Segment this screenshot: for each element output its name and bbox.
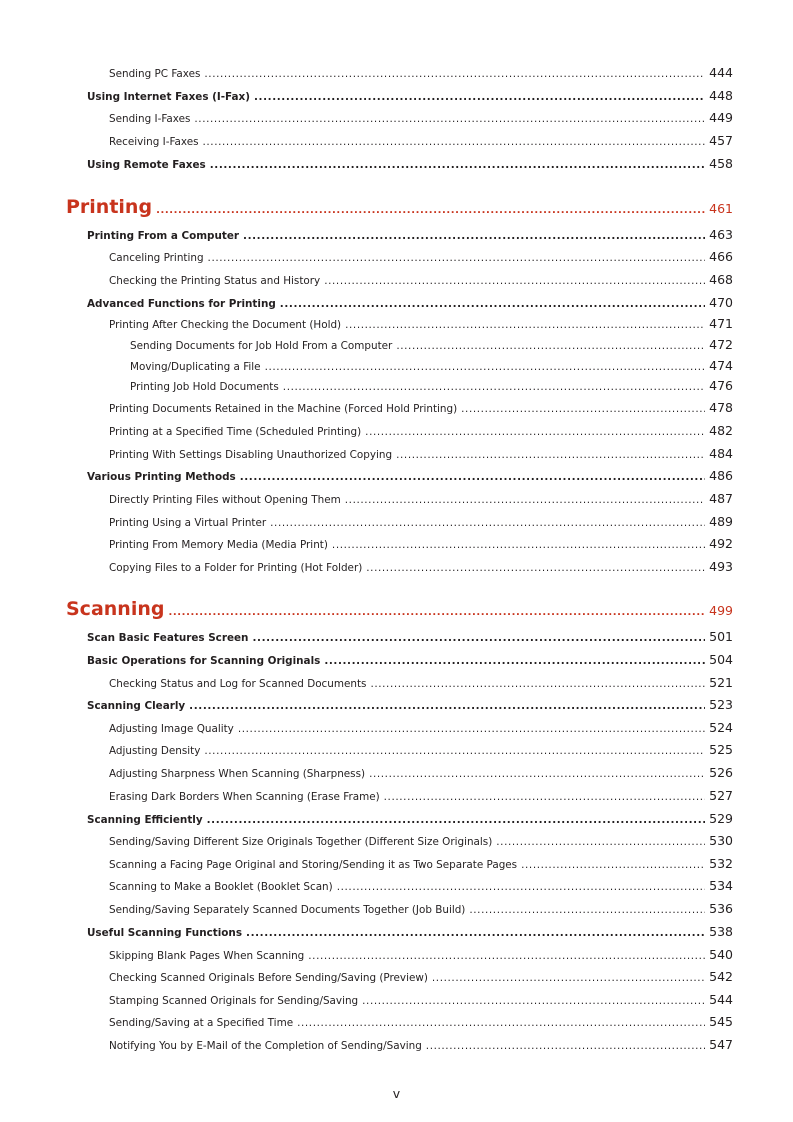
toc-entry[interactable] bbox=[87, 156, 733, 171]
toc-entry-page-number: 486 bbox=[709, 468, 733, 483]
toc-entry[interactable] bbox=[109, 249, 733, 264]
dot-leader bbox=[369, 768, 705, 780]
toc-entry-title: Advanced Functions for Printing bbox=[87, 298, 276, 310]
toc-entry[interactable] bbox=[87, 697, 733, 712]
toc-entry-title: Sending/Saving at a Specified Time bbox=[109, 1017, 294, 1029]
toc-entry-page-number: 466 bbox=[709, 249, 733, 264]
dot-leader bbox=[243, 230, 705, 242]
dot-leader bbox=[365, 426, 705, 438]
dot-leader bbox=[254, 91, 705, 103]
toc-entry-page-number: 493 bbox=[709, 559, 733, 574]
toc-entry[interactable] bbox=[109, 536, 733, 551]
toc-entry-page-number: 470 bbox=[709, 295, 733, 310]
toc-entry-page-number: 484 bbox=[709, 446, 733, 461]
toc-entry[interactable] bbox=[109, 788, 733, 803]
toc-entry-page-number: 504 bbox=[709, 652, 733, 667]
toc-entry-page-number: 478 bbox=[709, 400, 733, 415]
toc-entry-page-number: 471 bbox=[709, 316, 733, 331]
toc-entry[interactable] bbox=[109, 559, 733, 574]
toc-entry-title: Checking the Printing Status and History bbox=[109, 275, 321, 287]
toc-entry[interactable] bbox=[87, 227, 733, 242]
toc-entry-title: Printing Using a Virtual Printer bbox=[109, 517, 267, 529]
toc-entry[interactable] bbox=[130, 378, 733, 393]
toc-entry[interactable] bbox=[109, 720, 733, 735]
toc-entry-page-number: 499 bbox=[709, 603, 733, 618]
dot-leader bbox=[461, 403, 705, 415]
dot-leader bbox=[362, 995, 705, 1007]
toc-entry-title: Checking Status and Log for Scanned Documents bbox=[109, 678, 367, 690]
toc-entry-title: Skipping Blank Pages When Scanning bbox=[109, 950, 305, 962]
toc-entry-title: Receiving I-Faxes bbox=[109, 136, 199, 148]
dot-leader bbox=[496, 836, 705, 848]
toc-entry-title: Adjusting Image Quality bbox=[109, 723, 234, 735]
toc-entry-page-number: 525 bbox=[709, 742, 733, 757]
toc-entry-title: Printing Job Hold Documents bbox=[130, 381, 279, 393]
toc-entry[interactable] bbox=[87, 468, 733, 483]
toc-entry-page-number: 530 bbox=[709, 833, 733, 848]
toc-entry-page-number: 482 bbox=[709, 423, 733, 438]
toc-entry[interactable] bbox=[109, 65, 733, 80]
toc-entry[interactable] bbox=[87, 652, 733, 667]
toc-entry-title: Printing at a Specified Time (Scheduled Printing) bbox=[109, 426, 362, 438]
toc-entry-title: Canceling Printing bbox=[109, 252, 204, 264]
dot-leader bbox=[370, 678, 705, 690]
toc-entry[interactable] bbox=[109, 272, 733, 287]
toc-entry-title: Sending Documents for Job Hold From a Computer bbox=[130, 340, 393, 352]
toc-entry[interactable] bbox=[109, 316, 733, 331]
toc-entry-title: Directly Printing Files without Opening Them bbox=[109, 494, 341, 506]
toc-entry[interactable] bbox=[87, 924, 733, 939]
toc-entry-title: Various Printing Methods bbox=[87, 471, 236, 483]
toc-entry-title: Using Remote Faxes bbox=[87, 159, 206, 171]
toc-entry-page-number: 542 bbox=[709, 969, 733, 984]
toc-entry[interactable] bbox=[87, 811, 733, 826]
toc-entry-page-number: 472 bbox=[709, 337, 733, 352]
dot-leader bbox=[238, 723, 705, 735]
toc-entry-title: Printing After Checking the Document (Hold) bbox=[109, 319, 342, 331]
dot-leader bbox=[324, 655, 705, 667]
toc-entry[interactable] bbox=[109, 423, 733, 438]
toc-entry-page-number: 538 bbox=[709, 924, 733, 939]
toc-entry[interactable] bbox=[109, 491, 733, 506]
dot-leader bbox=[396, 340, 705, 352]
toc-entry[interactable] bbox=[87, 295, 733, 310]
toc-entry-title: Sending/Saving Separately Scanned Documents Together (Job Build) bbox=[109, 904, 466, 916]
toc-entry-title: Printing bbox=[66, 196, 153, 218]
toc-entry[interactable] bbox=[109, 110, 733, 125]
toc-entry[interactable] bbox=[109, 969, 733, 984]
dot-leader bbox=[337, 881, 705, 893]
toc-entry-title: Using Internet Faxes (I-Fax) bbox=[87, 91, 250, 103]
toc-entry-page-number: 545 bbox=[709, 1014, 733, 1029]
toc-entry[interactable] bbox=[109, 765, 733, 780]
toc-entry-title: Stamping Scanned Originals for Sending/Saving bbox=[109, 995, 359, 1007]
toc-entry-title: Printing From a Computer bbox=[87, 230, 240, 242]
dot-leader bbox=[204, 68, 705, 80]
toc-entry-title: Adjusting Sharpness When Scanning (Sharpness) bbox=[109, 768, 366, 780]
toc-entry[interactable] bbox=[87, 88, 733, 103]
dot-leader bbox=[156, 205, 705, 216]
toc-entry-title: Moving/Duplicating a File bbox=[130, 361, 261, 373]
toc-entry-title: Scanning to Make a Booklet (Booklet Scan) bbox=[109, 881, 333, 893]
toc-chapter-entry[interactable] bbox=[66, 598, 733, 620]
toc-entry[interactable] bbox=[109, 878, 733, 893]
toc-entry-page-number: 476 bbox=[709, 378, 733, 393]
dot-leader bbox=[280, 298, 705, 310]
toc-entry-title: Printing From Memory Media (Media Print) bbox=[109, 539, 328, 551]
toc-entry[interactable] bbox=[109, 446, 733, 461]
dot-leader bbox=[240, 471, 705, 483]
toc-entry-page-number: 463 bbox=[709, 227, 733, 242]
toc-entry-page-number: 474 bbox=[709, 358, 733, 373]
toc-entry[interactable] bbox=[109, 947, 733, 962]
dot-leader bbox=[469, 904, 705, 916]
toc-entry-title: Printing Documents Retained in the Machine (Forced Hold Printing) bbox=[109, 403, 458, 415]
toc-entry-page-number: 536 bbox=[709, 901, 733, 916]
toc-entry-title: Erasing Dark Borders When Scanning (Erase Frame) bbox=[109, 791, 380, 803]
dot-leader bbox=[521, 859, 705, 871]
toc-entry-title: Copying Files to a Folder for Printing (Hot Folder) bbox=[109, 562, 363, 574]
dot-leader bbox=[332, 539, 705, 551]
toc-entry-page-number: 527 bbox=[709, 788, 733, 803]
toc-entry-page-number: 448 bbox=[709, 88, 733, 103]
dot-leader bbox=[297, 1017, 705, 1029]
toc-entry[interactable] bbox=[109, 833, 733, 848]
toc-entry-title: Checking Scanned Originals Before Sending/Saving (Preview) bbox=[109, 972, 428, 984]
dot-leader bbox=[207, 814, 706, 826]
dot-leader bbox=[246, 927, 705, 939]
toc-entry[interactable] bbox=[109, 675, 733, 690]
toc-entry[interactable] bbox=[109, 742, 733, 757]
toc-entry[interactable] bbox=[109, 901, 733, 916]
dot-leader bbox=[270, 517, 705, 529]
toc-entry[interactable] bbox=[109, 400, 733, 415]
dot-leader bbox=[204, 745, 705, 757]
dot-leader bbox=[396, 449, 705, 461]
toc-entry-title: Basic Operations for Scanning Originals bbox=[87, 655, 321, 667]
page-number-footer: v bbox=[392, 1086, 401, 1101]
toc-entry[interactable] bbox=[130, 337, 733, 352]
dot-leader bbox=[168, 607, 705, 618]
toc-entry-title: Sending PC Faxes bbox=[109, 68, 201, 80]
dot-leader bbox=[366, 562, 705, 574]
dot-leader bbox=[194, 113, 705, 125]
toc-entry-title: Sending/Saving Different Size Originals Together (Different Size Originals) bbox=[109, 836, 493, 848]
dot-leader bbox=[432, 972, 705, 984]
toc-entry-page-number: 458 bbox=[709, 156, 733, 171]
toc-entry[interactable] bbox=[130, 358, 733, 373]
dot-leader bbox=[208, 252, 706, 264]
toc-entry-page-number: 547 bbox=[709, 1037, 733, 1052]
dot-leader bbox=[345, 494, 705, 506]
toc-entry-title: Scan Basic Features Screen bbox=[87, 632, 249, 644]
dot-leader bbox=[265, 361, 706, 373]
dot-leader bbox=[308, 950, 705, 962]
dot-leader bbox=[203, 136, 706, 148]
dot-leader bbox=[189, 700, 705, 712]
toc-entry-page-number: 444 bbox=[709, 65, 733, 80]
toc-entry-page-number: 521 bbox=[709, 675, 733, 690]
toc-entry-title: Scanning bbox=[66, 598, 165, 620]
toc-entry-page-number: 457 bbox=[709, 133, 733, 148]
toc-entry[interactable] bbox=[109, 514, 733, 529]
toc-entry-title: Adjusting Density bbox=[109, 745, 201, 757]
toc-entry[interactable] bbox=[109, 992, 733, 1007]
dot-leader bbox=[283, 381, 705, 393]
toc-entry-page-number: 524 bbox=[709, 720, 733, 735]
dot-leader bbox=[426, 1040, 705, 1052]
toc-entry-page-number: 492 bbox=[709, 536, 733, 551]
toc-entry-title: Scanning Efficiently bbox=[87, 814, 203, 826]
toc-entry-page-number: 449 bbox=[709, 110, 733, 125]
dot-leader bbox=[324, 275, 705, 287]
toc-entry-page-number: 529 bbox=[709, 811, 733, 826]
toc-entry[interactable] bbox=[109, 856, 733, 871]
toc-entry-page-number: 534 bbox=[709, 878, 733, 893]
toc-entry[interactable] bbox=[109, 133, 733, 148]
toc-entry-page-number: 501 bbox=[709, 629, 733, 644]
toc-entry-page-number: 487 bbox=[709, 491, 733, 506]
dot-leader bbox=[384, 791, 705, 803]
toc-entry-page-number: 489 bbox=[709, 514, 733, 529]
toc-entry-title: Scanning Clearly bbox=[87, 700, 186, 712]
dot-leader bbox=[210, 159, 705, 171]
toc-entry[interactable] bbox=[109, 1037, 733, 1052]
toc-entry-title: Sending I-Faxes bbox=[109, 113, 191, 125]
toc-entry-title: Notifying You by E-Mail of the Completion of Sending/Saving bbox=[109, 1040, 422, 1052]
dot-leader bbox=[252, 632, 705, 644]
toc-entry-page-number: 540 bbox=[709, 947, 733, 962]
toc-entry-page-number: 532 bbox=[709, 856, 733, 871]
toc-entry-page-number: 523 bbox=[709, 697, 733, 712]
toc-entry-title: Useful Scanning Functions bbox=[87, 927, 243, 939]
toc-entry-page-number: 544 bbox=[709, 992, 733, 1007]
toc-entry[interactable] bbox=[109, 1014, 733, 1029]
toc-entry-title: Printing With Settings Disabling Unauthorized Copying bbox=[109, 449, 393, 461]
toc-entry[interactable] bbox=[87, 629, 733, 644]
toc-entry-page-number: 461 bbox=[709, 201, 733, 216]
toc-entry-page-number: 526 bbox=[709, 765, 733, 780]
dot-leader bbox=[345, 319, 705, 331]
toc-entry-title: Scanning a Facing Page Original and Storing/Sending it as Two Separate Pages bbox=[109, 859, 518, 871]
toc-entry-page-number: 468 bbox=[709, 272, 733, 287]
toc-chapter-entry[interactable] bbox=[66, 196, 733, 218]
